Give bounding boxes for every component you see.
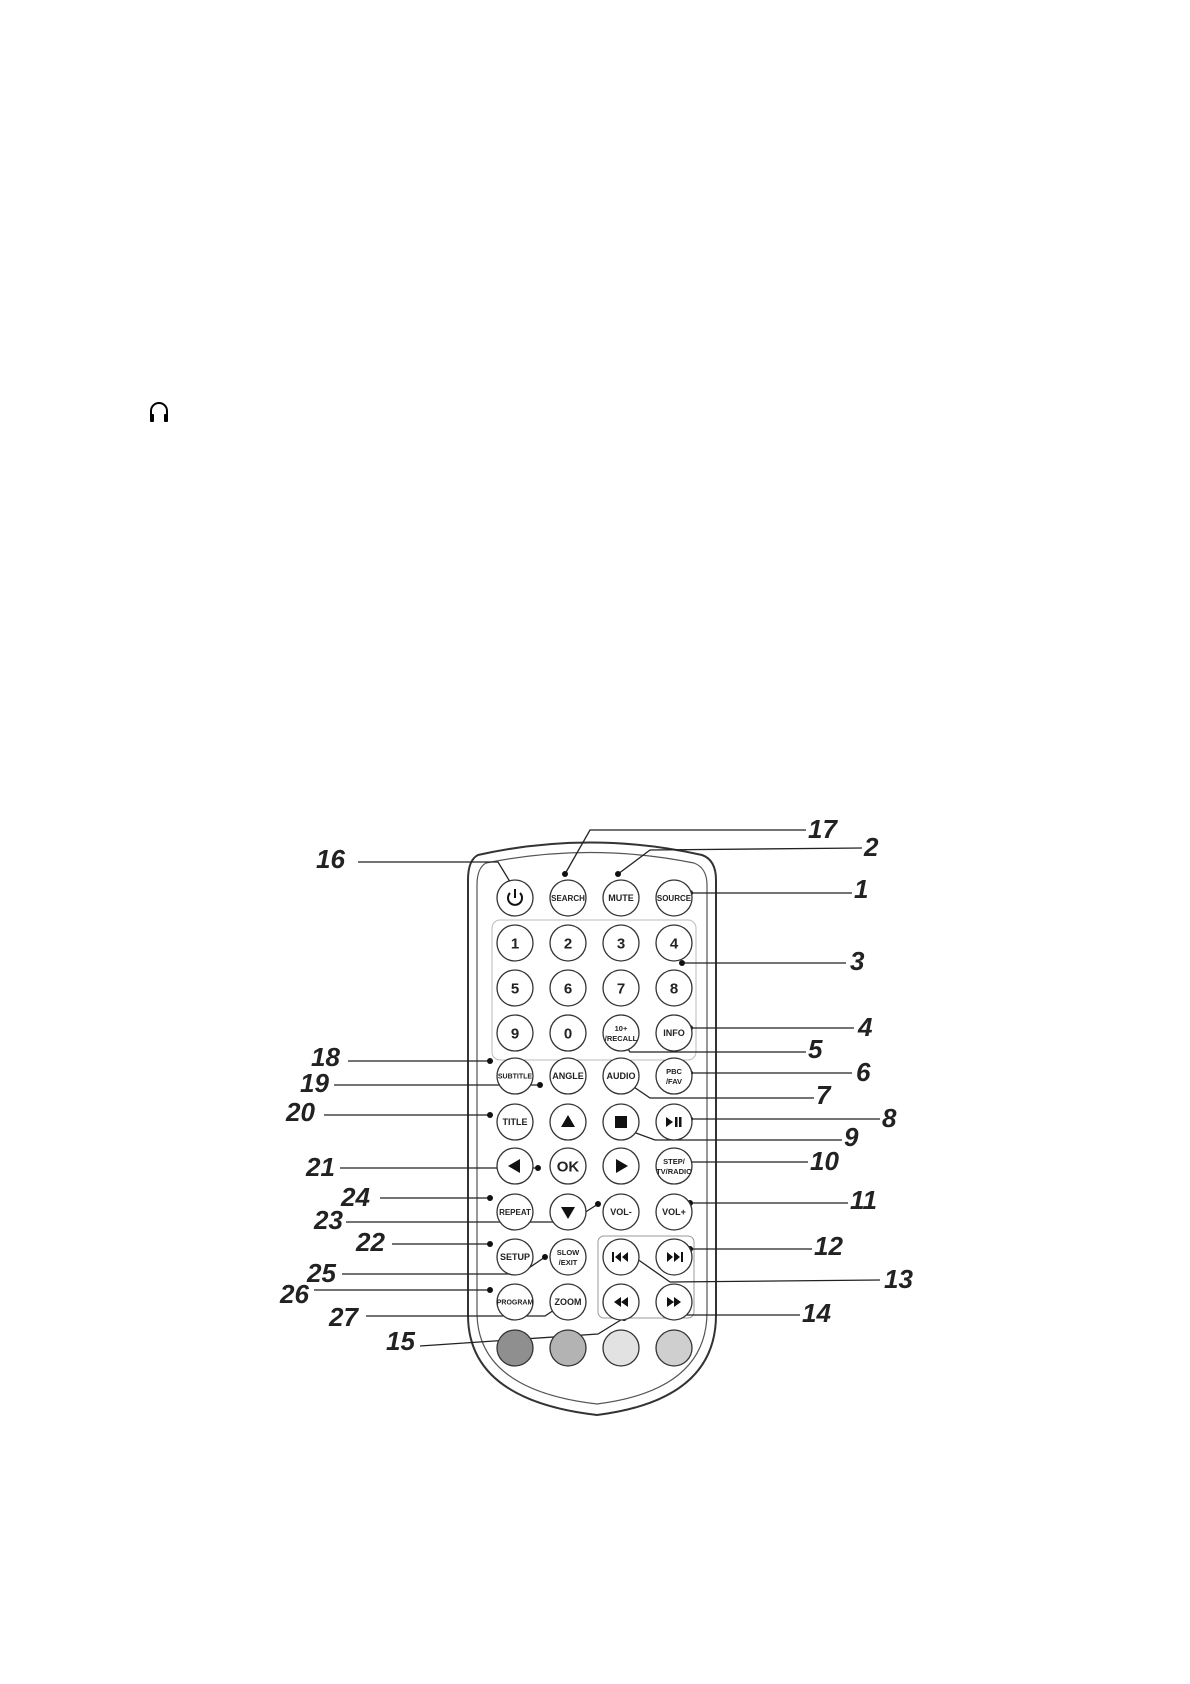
slow-button-circle[interactable] (550, 1239, 586, 1275)
callout-22-label: 22 (356, 1227, 385, 1257)
callout-27-label: 27 (329, 1302, 358, 1332)
callout-15-label: 15 (386, 1326, 415, 1356)
callout-2-label: 2 (864, 832, 879, 862)
up-button[interactable] (550, 1104, 586, 1140)
source-button[interactable] (656, 880, 692, 916)
n5-button-label: 5 (510, 980, 520, 998)
blue-button-circle[interactable] (656, 1330, 692, 1366)
volplus-button[interactable] (656, 1194, 692, 1230)
angle-button[interactable] (550, 1058, 586, 1094)
source-button-label: SOURCE (656, 893, 692, 903)
callout-17-dot (562, 871, 568, 877)
callout-20-dot (487, 1112, 493, 1118)
left-button[interactable] (497, 1148, 533, 1184)
ok-button[interactable] (550, 1148, 586, 1184)
n6-button-label: 6 (563, 980, 573, 998)
pbc-button[interactable] (656, 1058, 692, 1094)
n9-button-label: 9 (510, 1025, 520, 1043)
zoom-button-label: ZOOM (554, 1297, 582, 1308)
recall-button-label-line2: /RECALL (604, 1034, 638, 1043)
callout-1-label: 1 (854, 874, 869, 904)
callout-20-label: 20 (286, 1097, 315, 1127)
setup-button[interactable] (497, 1239, 533, 1275)
program-button[interactable] (497, 1284, 534, 1320)
callout-16-label: 16 (316, 844, 345, 874)
pbc-button-label-line2: /FAV (665, 1077, 683, 1086)
callout-7-leader-line (628, 1083, 814, 1098)
subtitle-button[interactable] (497, 1058, 533, 1094)
callout-24-label: 24 (341, 1182, 370, 1212)
right-button[interactable] (603, 1148, 639, 1184)
ok-button-label: OK (556, 1158, 580, 1176)
callout-18-label: 18 (311, 1042, 340, 1072)
n7-button-label: 7 (616, 980, 626, 998)
callout-11-label: 11 (850, 1185, 877, 1215)
volminus-button-label: VOL- (610, 1207, 632, 1218)
next-button[interactable] (656, 1239, 692, 1275)
n3-button[interactable] (603, 925, 639, 961)
callout-13-label: 13 (884, 1264, 913, 1294)
n0-button[interactable] (550, 1015, 586, 1051)
stop-button[interactable] (603, 1104, 639, 1140)
volplus-button-label: VOL+ (662, 1207, 686, 1218)
n8-button[interactable] (656, 970, 692, 1006)
audio-button-label: AUDIO (606, 1071, 636, 1082)
power-button[interactable] (497, 880, 533, 916)
n5-button[interactable] (497, 970, 533, 1006)
down-button[interactable] (550, 1194, 586, 1230)
info-button-label: INFO (663, 1028, 685, 1039)
callout-18-dot (487, 1058, 493, 1064)
pbc-button-circle[interactable] (656, 1058, 692, 1094)
n1-button[interactable] (497, 925, 533, 961)
n1-button-label: 1 (510, 935, 520, 953)
program-button-label: PROGRAM (496, 1299, 534, 1307)
n6-button[interactable] (550, 970, 586, 1006)
green-button[interactable] (550, 1330, 586, 1366)
callout-17-label: 17 (808, 814, 837, 844)
playpause-button[interactable] (656, 1104, 692, 1140)
yellow-button[interactable] (603, 1330, 639, 1366)
red-button-circle[interactable] (497, 1330, 533, 1366)
callout-24-dot (487, 1195, 493, 1201)
title-button-label: TITLE (502, 1117, 528, 1128)
yellow-button-circle[interactable] (603, 1330, 639, 1366)
repeat-button[interactable] (497, 1194, 533, 1230)
callout-21-label: 21 (306, 1152, 335, 1182)
callout-23-label: 23 (314, 1205, 343, 1235)
callout-6-label: 6 (856, 1057, 871, 1087)
callout-25-label: 25 (307, 1258, 336, 1288)
slow-button-label-line2: /EXIT (558, 1258, 578, 1267)
recall-button-circle[interactable] (603, 1015, 639, 1051)
volminus-button[interactable] (603, 1194, 639, 1230)
pbc-button-label: PBC (666, 1067, 682, 1076)
n7-button[interactable] (603, 970, 639, 1006)
playpause-button-circle[interactable] (656, 1104, 692, 1140)
search-button-label: SEARCH (551, 893, 585, 903)
callout-2-leader-line (618, 848, 862, 874)
callout-26-label: 26 (280, 1279, 309, 1309)
callout-19-label: 19 (300, 1068, 329, 1098)
n2-button[interactable] (550, 925, 586, 961)
callout-12-label: 12 (814, 1231, 843, 1261)
step-button[interactable] (656, 1148, 692, 1184)
red-button[interactable] (497, 1330, 533, 1366)
n4-button[interactable] (656, 925, 692, 961)
callout-22-dot (487, 1241, 493, 1247)
subtitle-button-label: SUBTITLE (497, 1073, 533, 1081)
step-button-circle[interactable] (656, 1148, 692, 1184)
step-button-label-line2: TV/RADIO (656, 1167, 692, 1176)
callout-7-label: 7 (816, 1080, 831, 1110)
stop-icon (615, 1116, 627, 1128)
green-button-circle[interactable] (550, 1330, 586, 1366)
setup-button-label: SETUP (499, 1252, 531, 1263)
slow-button-label: SLOW (556, 1248, 580, 1257)
callout-9-label: 9 (844, 1122, 859, 1152)
callout-5-label: 5 (808, 1034, 823, 1064)
mute-button-label: MUTE (608, 893, 634, 904)
callout-2-dot (615, 871, 621, 877)
recall-button[interactable] (603, 1015, 639, 1051)
n2-button-label: 2 (563, 935, 573, 953)
blue-button[interactable] (656, 1330, 692, 1366)
callout-8-label: 8 (882, 1103, 897, 1133)
callout-25-dot (542, 1254, 548, 1260)
prev-button[interactable] (603, 1239, 639, 1275)
callout-4-label: 4 (858, 1012, 873, 1042)
callout-3-label: 3 (850, 946, 865, 976)
search-button[interactable] (550, 880, 586, 916)
callout-10-label: 10 (810, 1146, 839, 1176)
n0-button-label: 0 (563, 1025, 573, 1043)
callout-26-dot (487, 1287, 493, 1293)
callout-16-leader-line (358, 862, 515, 890)
mute-button[interactable] (603, 880, 639, 916)
callout-3-dot (679, 960, 685, 966)
step-button-label: STEP/ (663, 1157, 685, 1166)
n8-button-label: 8 (669, 980, 679, 998)
callout-23-dot (595, 1201, 601, 1207)
n4-button-label: 4 (669, 935, 679, 953)
callout-14-label: 14 (802, 1298, 831, 1328)
slow-button[interactable] (550, 1239, 586, 1275)
repeat-button-label: REPEAT (499, 1207, 531, 1217)
callout-19-dot (537, 1082, 543, 1088)
recall-button-label: 10+ (614, 1024, 628, 1033)
angle-button-label: ANGLE (552, 1071, 584, 1082)
title-button[interactable] (497, 1104, 533, 1140)
callout-5-leader-line (622, 1040, 806, 1052)
zoom-button[interactable] (550, 1284, 586, 1320)
n3-button-label: 3 (616, 935, 626, 953)
ff-button[interactable] (656, 1284, 692, 1320)
n9-button[interactable] (497, 1015, 533, 1051)
audio-button[interactable] (603, 1058, 639, 1094)
rew-button[interactable] (603, 1284, 639, 1320)
callout-21-dot (535, 1165, 541, 1171)
info-button[interactable] (656, 1015, 692, 1051)
